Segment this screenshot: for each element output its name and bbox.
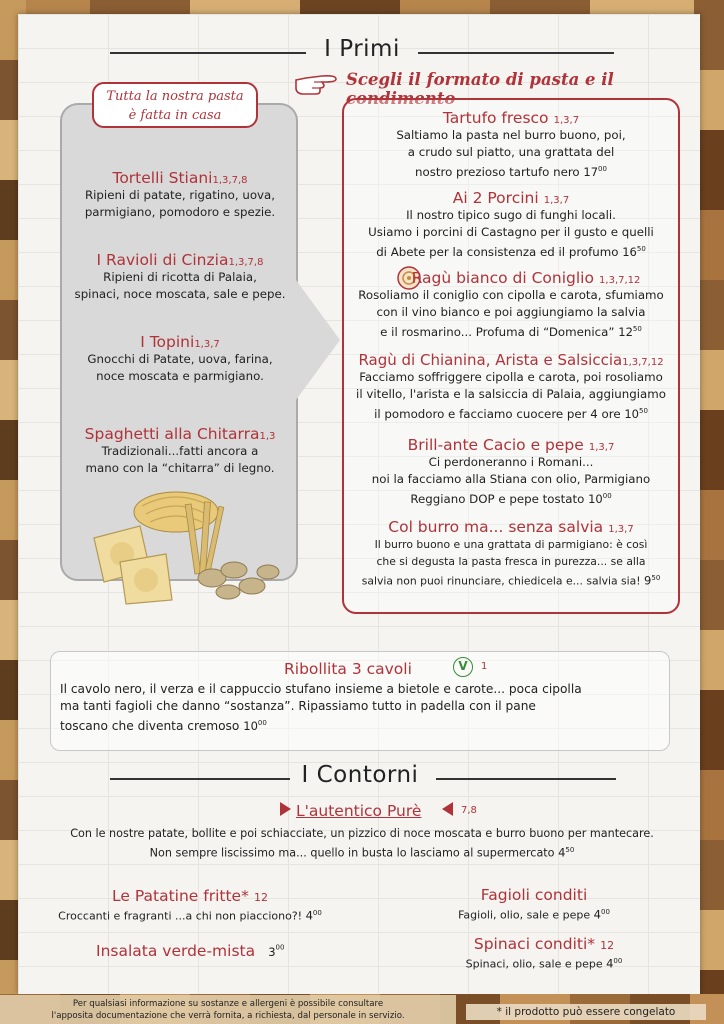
price: 4 [558, 845, 566, 860]
divider-left [110, 52, 306, 54]
allergen-note-line1: Per qualsiasi informazione su sostanze e allergeni è possibile consultare [72, 999, 384, 1009]
sauce-desc: Ci perdoneranno i Romani... [428, 455, 594, 469]
ribollita-desc [60, 681, 664, 735]
sauce-item [344, 517, 678, 590]
sauce-desc: Usiamo i porcini di Castagno per il gusto e quelli [368, 225, 654, 239]
sauce-desc: a crudo sul piatto, una grattata del [407, 145, 615, 159]
homemade-badge [92, 82, 258, 128]
allergen-codes: 1,3 [259, 431, 276, 442]
ribollita-name: Ribollita 3 cavoli [284, 660, 412, 678]
price: 4 [593, 907, 601, 922]
section-title-contorni: I Contorni [301, 762, 419, 788]
contorno-name: Insalata verde-mista [96, 942, 256, 960]
pasta-illustration [84, 482, 284, 606]
pasta-name: I Ravioli di Cinzia [96, 251, 229, 269]
pasta-desc: noce moscata e parmigiano. [96, 369, 264, 383]
sauce-name: Ragù di Chianina, Arista e Salsiccia [358, 351, 623, 369]
sauce-desc: di Abete per la consistenza ed il profumo [376, 244, 619, 259]
sauce-item [344, 188, 678, 261]
divider-left [110, 778, 290, 780]
price: 17 [583, 164, 599, 179]
allergen-codes: 7,8 [461, 805, 477, 816]
badge-line1: Tutta la nostra pasta [106, 89, 244, 104]
price: 10 [624, 406, 639, 421]
sauce-item [344, 350, 678, 423]
price-cents: 00 [600, 908, 610, 916]
price-cents: 00 [602, 492, 612, 500]
pointing-hand-icon [292, 70, 340, 98]
allergen-codes: 12 [253, 891, 268, 904]
allergen-note-line2: l'apposita documentazione che verrà fornita, a richiesta, dal personale in servizio. [51, 1011, 405, 1021]
price-cents: 00 [613, 957, 623, 965]
contorno-name: Fagioli conditi [480, 886, 588, 904]
sauce-desc: che si degusta la pasta fresca in purezza... se alla [376, 555, 646, 568]
ribollita-title-row [284, 659, 412, 678]
divider-right [436, 778, 616, 780]
allergen-codes: 1,3,7,8 [212, 175, 248, 186]
price: 16 [622, 244, 637, 259]
price: 10 [588, 491, 603, 506]
sauce-desc: nostro prezioso tartufo nero [415, 164, 580, 179]
price-cents: 50 [638, 407, 648, 415]
sauce-item [344, 435, 678, 508]
pasta-desc: Ripieni di patate, rigatino, uova, [84, 188, 276, 202]
contorno-item [40, 886, 340, 925]
allergen-note [0, 995, 456, 1024]
sauce-desc: noi la facciamo alla Stiana con olio, Parmigiano [371, 472, 651, 486]
triangle-left-icon [441, 801, 455, 817]
sauce-desc: Il burro buono e una grattata di parmigiano: è così [374, 538, 648, 551]
contorno-desc: Spinaci, olio, sale e pepe [465, 957, 603, 971]
frozen-note: * il prodotto può essere congelato [466, 1004, 706, 1020]
primi-subtitle: Scegli il formato di pasta e il condimento [346, 70, 614, 108]
desc-line: Il cavolo nero, il verza e il cappuccio stufano insieme a bietole e carote... poca cipolla [60, 682, 582, 696]
pasta-desc: Gnocchi di Patate, uova, farina, [87, 352, 273, 366]
sauce-desc: Facciamo soffriggere cipolla e carota, poi rosoliamo [359, 370, 663, 384]
price-cents: 00 [257, 719, 267, 727]
contorno-item [420, 934, 668, 973]
price: 10 [243, 719, 258, 734]
allergen-codes: 1,3,7,12 [599, 275, 641, 286]
allergen-codes: 1,3,7,8 [228, 257, 264, 268]
pasta-name: Spaghetti alla Chitarra [84, 425, 260, 443]
price-cents: 50 [636, 245, 646, 253]
section-title-primi: I Primi [324, 36, 400, 62]
pasta-name: Tortelli Stiani [112, 169, 213, 187]
allergen-codes: 1,3,7 [553, 115, 580, 126]
allergen-codes: 1,3,7,12 [622, 357, 664, 368]
pasta-desc: parmigiano, pomodoro e spezie. [84, 205, 276, 219]
pure-desc [30, 825, 694, 862]
sauce-desc: e il rosmarino... Profuma di “Domenica” [380, 324, 615, 339]
pasta-desc: Tradizionali...fatti ancora a [101, 444, 259, 458]
contorno-name: Le Patatine fritte* [112, 887, 249, 905]
arrow-shape [296, 280, 340, 400]
sauce-desc: Rosoliamo il coniglio con cipolla e carota, sfumiamo [358, 288, 664, 302]
pasta-item [62, 424, 298, 477]
price-cents: 50 [651, 574, 661, 582]
sauce-desc: salvia non puoi rinunciare, chiedicela e... salvia sia! [361, 574, 641, 588]
sauce-name: Ai 2 Porcini [452, 189, 539, 207]
allergen-codes: 1 [481, 661, 488, 672]
contorno-item [420, 886, 648, 924]
sauce-desc: il pomodoro e facciamo cuocere per 4 ore [374, 406, 621, 421]
sauce-desc: Reggiano DOP e pepe tostato [410, 491, 585, 506]
price: 4 [305, 908, 313, 923]
sauce-name: Ragù bianco di Coniglio [411, 269, 594, 287]
badge-line2: è fatta in casa [128, 108, 222, 123]
allergen-codes: 1,3,7 [588, 442, 615, 453]
price-cents: 50 [565, 846, 575, 854]
allergen-codes: 12 [600, 939, 615, 952]
pasta-item [62, 168, 298, 221]
pure-name: L'autentico Purè [296, 802, 422, 820]
contorno-desc: Croccanti e fragranti ...a chi non piacciono?! [58, 909, 303, 923]
allergen-codes: 1,3,7 [543, 195, 570, 206]
price: 12 [618, 324, 633, 339]
sauce-desc: il vitello, l'arista e la salsiccia di Palaia, aggiungiamo [356, 387, 666, 401]
price: 4 [606, 956, 614, 971]
sauce-desc: con il vino bianco e poi aggiungiamo la salvia [376, 305, 646, 319]
pure-title [296, 801, 421, 820]
contorno-item [96, 941, 284, 960]
allergen-codes: 1,3,7 [608, 524, 634, 535]
contorno-name: Spinaci conditi* [473, 935, 596, 953]
triangle-right-icon [278, 801, 292, 817]
sauce-name: Brill-ante Cacio e pepe [407, 436, 584, 454]
divider-right [418, 52, 614, 54]
price-cents: 00 [598, 165, 607, 173]
allergen-codes: 1,3,7 [194, 339, 220, 350]
price-cents: 00 [275, 943, 285, 952]
contorno-desc: Fagioli, olio, sale e pepe [458, 908, 591, 922]
pasta-item [62, 332, 298, 385]
pasta-item [62, 250, 298, 303]
sauce-name: Col burro ma... senza salvia [388, 518, 604, 536]
pasta-desc: Ripieni di ricotta di Palaia, [103, 270, 257, 284]
pasta-name: I Topini [140, 333, 195, 351]
sauce-item [344, 268, 678, 341]
sauce-desc: Il nostro tipico sugo di funghi locali. [406, 208, 616, 222]
sauce-desc: Saltiamo la pasta nel burro buono, poi, [396, 128, 626, 142]
desc-line: toscano che diventa cremoso [60, 719, 240, 734]
price: 9 [644, 573, 652, 588]
vegetarian-icon: V [453, 657, 473, 677]
pasta-desc: mano con la “chitarra” di legno. [85, 461, 275, 475]
sauce-name: Tartufo fresco [442, 109, 549, 127]
desc-line: ma tanti fagioli che danno “sostanza”. Ripassiamo tutto in padella con il pane [60, 699, 536, 713]
pasta-desc: spinaci, noce moscata, sale e pepe. [74, 287, 286, 301]
desc-line: Non sempre liscissimo ma... quello in busta lo lasciamo al supermercato [149, 846, 555, 860]
sauce-item [344, 108, 678, 181]
price-cents: 00 [312, 909, 322, 917]
price: 3 [268, 945, 276, 959]
desc-line: Con le nostre patate, bollite e poi schiacciate, un pizzico di noce moscata e burro buono per mantecare. [70, 827, 654, 840]
price-cents: 50 [632, 325, 642, 333]
